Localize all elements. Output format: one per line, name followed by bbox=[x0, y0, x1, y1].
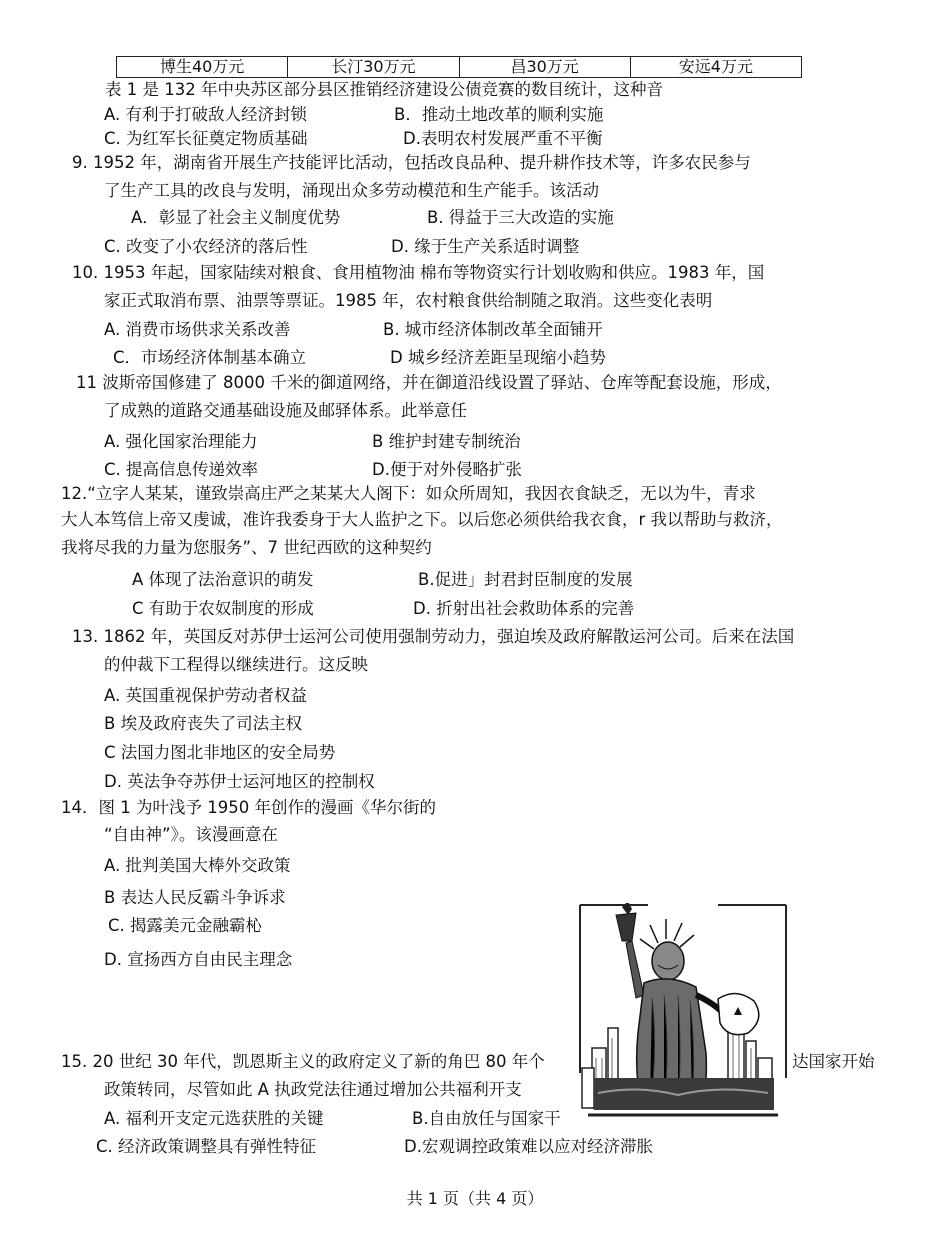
q14-option-b: B 表达人民反霸斗争诉求 bbox=[104, 888, 286, 907]
q11-option-b: B 维护封建专制统治 bbox=[372, 432, 521, 451]
q13-option-d: D. 英法争夺苏伊士运河地区的控制权 bbox=[104, 772, 375, 791]
table-cell: 博生40万元 bbox=[117, 57, 288, 78]
q13-option-a: A. 英国重视保护劳动者权益 bbox=[104, 686, 307, 705]
q15-stem-line1: 15. 20 世纪 30 年代，凯恩斯主义的政府定义了新的角巴 80 年个 bbox=[61, 1052, 545, 1071]
q12-stem-line3: 我将尽我的力量为您服务”、7 世纪西欧的这种契约 bbox=[61, 538, 432, 557]
q10-option-a: A. 消费市场供求关系改善 bbox=[104, 320, 291, 339]
q14-option-c: C. 揭露美元金融霸杺 bbox=[108, 916, 263, 935]
q11-option-a: A. 强化国家治理能力 bbox=[104, 432, 258, 451]
q9-option-d: D. 缘于生产关系适时调整 bbox=[391, 237, 580, 256]
q11-stem-line2: 了成熟的道路交通基础设施及邮驿体系。此举意任 bbox=[104, 401, 467, 420]
q9-option-b: B. 得益于三大改造的实施 bbox=[427, 208, 614, 227]
q15-option-c: C. 经济政策调整具有弹性特征 bbox=[96, 1137, 317, 1156]
q12-option-d: D. 折射出社会救助体系的完善 bbox=[413, 599, 635, 618]
q15-stem-line1-end: 达国家开始 bbox=[792, 1052, 875, 1071]
q13-stem-line1: 13. 1862 年，英国反对苏伊士运河公司使用强制劳动力，强迫埃及政府解散运河公司。后来在法国 bbox=[72, 627, 795, 646]
q11-option-c: C. 提高信息传递效率 bbox=[104, 460, 259, 479]
q10-option-c: C．市场经济体制基本确立 bbox=[113, 348, 307, 367]
q12-option-a: A 体现了法治意识的萌发 bbox=[132, 570, 314, 589]
q9-stem-line2: 了生产工具的改良与发明，涌现出众多劳动模范和生产能手。该活动 bbox=[104, 181, 599, 200]
q13-option-b: B 埃及政府丧失了司法主权 bbox=[104, 714, 303, 733]
q10-stem-line1: 10. 1953 年起，国家陆续对粮食、食用植物油 棉布等物资实行计划收购和供应。1983 年，国 bbox=[72, 263, 765, 282]
q10-option-b: B. 城市经济体制改革全面铺开 bbox=[383, 320, 603, 339]
county-bond-table bbox=[116, 56, 802, 78]
q10-stem-line2: 家正式取消布票、油票等票证。1985 年，农村粮食供给制随之取消。这些变化表明 bbox=[104, 291, 713, 310]
q8-stem: 表 1 是 132 年中央苏区部分县区推销经济建设公债竞赛的数目统计，这种音 bbox=[105, 80, 663, 99]
q10-option-d: D 城乡经济差距呈现缩小趋势 bbox=[390, 348, 606, 367]
q8-option-c: C. 为红军长征奠定物质基础 bbox=[104, 129, 308, 148]
q12-option-c: C 有助于农奴制度的形成 bbox=[132, 599, 314, 618]
q12-option-b: B.促进」封君封臣制度的发展 bbox=[418, 570, 633, 589]
q9-option-c: C. 改变了小农经济的落后性 bbox=[104, 237, 308, 256]
q14-option-d: D. 宣扬西方自由民主理念 bbox=[104, 950, 293, 969]
q15-stem-line2: 政策转同，尽管如此 A 执政党法往通过增加公共福利开支 bbox=[104, 1080, 522, 1099]
q9-option-a: A．彰显了社会主义制度优势 bbox=[131, 208, 341, 227]
q8-option-a: A. 有利于打破敌人经济封锁 bbox=[104, 105, 307, 124]
q9-stem-line1: 9. 1952 年，湖南省开展生产技能评比活动，包括改良品种、提升耕作技术等，许多农民参与 bbox=[72, 153, 751, 172]
q14-stem-line2: “自由神”》。该漫画意在 bbox=[104, 825, 278, 844]
table-cell: 昌30万元 bbox=[459, 57, 630, 78]
statue-of-liberty-cartoon bbox=[578, 903, 790, 1125]
q12-stem-line1: 12.“立字人某某，谨致崇高庄严之某某大人阁下：如众所周知，我因衣食缺乏，无以为牛，青求 bbox=[61, 484, 756, 503]
table-cell: 安远4万元 bbox=[630, 57, 801, 78]
page-footer: 共 1 页（共 4 页） bbox=[406, 1189, 544, 1208]
table-cell: 长汀30万元 bbox=[288, 57, 459, 78]
q14-option-a: A. 批判美国大棒外交政策 bbox=[104, 856, 291, 875]
q15-option-d: D.宏观调控政策难以应对经济滞胀 bbox=[404, 1137, 653, 1156]
q11-stem-line1: 11 波斯帝国修建了 8000 千米的御道网络，并在御道沿线设置了驿站、仓库等配套设施，形成， bbox=[76, 373, 782, 392]
q13-stem-line2: 的仲裁下工程得以继续进行。这反映 bbox=[104, 655, 368, 674]
q15-option-a: A. 福利开支定元选获胜的关键 bbox=[104, 1109, 324, 1128]
q15-option-b: B.自由放任与国家干 bbox=[412, 1109, 561, 1128]
q8-option-b: B．推动土地改革的顺利实施 bbox=[394, 105, 604, 124]
q11-option-d: D.便于对外侵略扩张 bbox=[372, 460, 522, 479]
q12-stem-line2: 大人本笃信上帝又虔诚，准许我委身于大人监护之下。以后您必须供给我衣食，r 我以帮助与救济， bbox=[61, 510, 783, 529]
q14-stem-line1: 14．图 1 为叶浅予 1950 年创作的漫画《华尔街的 bbox=[61, 798, 436, 817]
q13-option-c: C 法国力图北非地区的安全局势 bbox=[104, 743, 336, 762]
q8-option-d: D.表明农村发展严重不平衡 bbox=[403, 129, 603, 148]
